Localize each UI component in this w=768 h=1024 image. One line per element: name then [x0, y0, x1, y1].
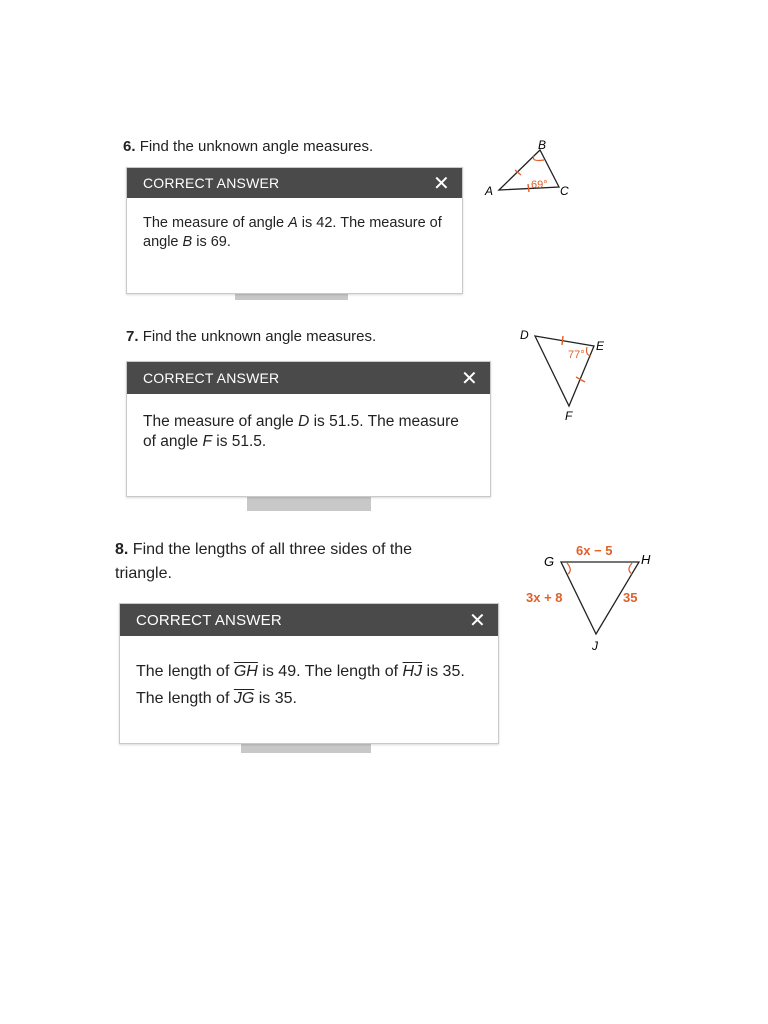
- angle-variable: B: [182, 234, 193, 250]
- answer-text-part: is 69.: [192, 234, 231, 250]
- answer-text-part: The length of: [136, 663, 234, 680]
- close-button[interactable]: ✕: [461, 366, 478, 390]
- side-gh-label: 6x − 5: [576, 543, 613, 558]
- close-button[interactable]: ✕: [433, 171, 450, 195]
- answer-card-6: [126, 167, 463, 294]
- vertex-a-label: A: [485, 184, 494, 198]
- problem-7-number: 7.: [126, 328, 139, 345]
- triangle-abc-figure: [482, 136, 582, 206]
- answer-text: [120, 636, 498, 728]
- vertex-f-label: F: [565, 409, 573, 422]
- answer-card-header: [127, 362, 490, 394]
- angle-arc: [533, 156, 544, 161]
- vertex-c-label: C: [560, 184, 569, 198]
- vertex-g-label: G: [544, 554, 555, 569]
- tick-mark-de: [562, 336, 563, 345]
- side-hj-label: 35: [623, 590, 638, 605]
- vertex-d-label: D: [520, 328, 529, 342]
- answer-card-title: CORRECT ANSWER: [143, 370, 280, 386]
- answer-text: [127, 198, 462, 268]
- angle-variable: A: [288, 215, 298, 231]
- triangle-ghj-figure: [525, 540, 655, 655]
- angle-arc-h: [629, 563, 632, 574]
- answer-text-part: The measure of angle: [143, 413, 299, 430]
- answer-card-title: CORRECT ANSWER: [143, 175, 280, 191]
- angle-arc-g: [567, 563, 570, 574]
- answer-card-8: [119, 603, 499, 744]
- triangle-def-figure: [514, 322, 614, 422]
- problem-8-number: 8.: [115, 541, 129, 558]
- problem-6-prompt: [123, 135, 373, 159]
- problem-8-text: Find the lengths of all three sides of the triangle.: [115, 541, 413, 582]
- problem-6-text: Find the unknown angle measures.: [139, 138, 374, 155]
- triangle-abc: [499, 150, 559, 190]
- vertex-b-label: B: [538, 138, 547, 152]
- vertex-e-label: E: [596, 339, 605, 353]
- angle-69-label: 69°: [531, 179, 548, 191]
- segment-hj: $\overline{HJ}$: [402, 663, 423, 680]
- tick-mark-ac: [528, 184, 529, 192]
- angle-77-label: 77°: [568, 349, 585, 361]
- angle-variable: F: [202, 433, 212, 450]
- side-gj-label: 3x + 8: [526, 590, 563, 605]
- hidden-button-tab-7: [247, 495, 371, 511]
- angle-variable: D: [298, 413, 310, 430]
- segment-gh: $\overline{GH}$: [233, 663, 258, 680]
- answer-text-part: The measure of angle: [143, 215, 289, 231]
- answer-text-part: is 35. The length of: [136, 663, 465, 707]
- answer-text-part: is 42. The measure of angle: [143, 215, 442, 250]
- close-button[interactable]: ✕: [469, 608, 486, 632]
- vertex-h-label: H: [641, 552, 651, 567]
- triangle-def: [535, 336, 594, 406]
- segment-jg: $\overline{JG}$: [233, 690, 255, 707]
- answer-card-header: [120, 604, 498, 636]
- answer-text-part: is 35.: [254, 690, 297, 707]
- answer-text: [127, 394, 490, 468]
- answer-text-part: is 51.5. The measure of angle: [143, 413, 459, 450]
- vertex-j-label: J: [592, 639, 598, 653]
- answer-text-part: is 49. The length of: [257, 663, 403, 680]
- problem-6-number: 6.: [123, 138, 136, 155]
- problem-7-prompt: [126, 325, 376, 349]
- answer-card-title: CORRECT ANSWER: [136, 611, 282, 629]
- answer-card-header: [127, 168, 462, 198]
- answer-text-part: is 51.5.: [211, 433, 267, 450]
- answer-card-7: [126, 361, 491, 497]
- problem-8-prompt: [115, 538, 455, 586]
- problem-7-text: Find the unknown angle measures.: [142, 328, 377, 345]
